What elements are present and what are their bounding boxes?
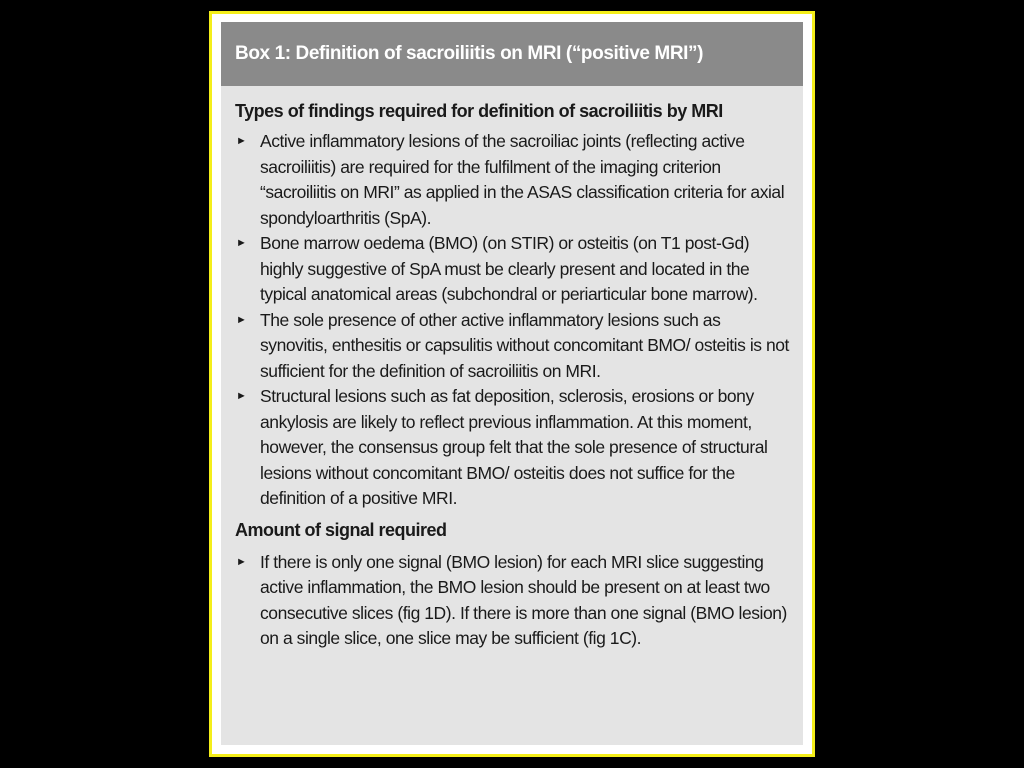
findings-list [235, 129, 791, 512]
box-body [221, 86, 803, 652]
bullet-arrow-icon: ► [236, 135, 247, 147]
bullet-arrow-icon: ► [236, 555, 247, 568]
list-item-text: Structural lesions such as fat deposition, sclerosis, erosions or bony ankylosis are likely to reflect previous inflammation. At this moment, however, the consensus group felt that the sole presence of structural lesions without concomitant BMO/ osteitis does not suffice for the definition of a positive MRI. [260, 386, 768, 508]
list-item [235, 129, 791, 231]
list-item-text: Active inflammatory lesions of the sacroiliac joints (reflecting active sacroiliitis) are required for the fulfilment of the imaging criterion “sacroiliitis on MRI” as applied in the ASAS classification criteria for axial spondyloarthritis (SpA). [260, 131, 785, 228]
section-heading-signal: Amount of signal required [235, 519, 447, 540]
signal-list [235, 550, 791, 652]
list-item-text: Bone marrow oedema (BMO) (on STIR) or osteitis (on T1 post-Gd) highly suggestive of SpA must be clearly present and located in the typical anatomical areas (subchondral or periarticular bone marrow). [260, 233, 758, 304]
bullet-arrow-icon: ► [236, 237, 247, 249]
list-item [235, 308, 791, 385]
slide-frame [209, 11, 815, 757]
list-item-text: If there is only one signal (BMO lesion) for each MRI slice suggesting active inflammation, the BMO lesion should be present on at least two consecutive slices (fig 1D). If there is more than one signal (BMO lesion) on a single slice, one slice may be sufficient (fig 1C). [260, 551, 787, 648]
list-item [235, 550, 791, 652]
bullet-arrow-icon: ► [236, 313, 247, 326]
box-title: Box 1: Definition of sacroiliitis on MRI (“positive MRI”) [221, 22, 803, 86]
bullet-arrow-icon: ► [236, 390, 247, 402]
definition-box [221, 22, 803, 745]
list-item [235, 231, 791, 308]
list-item [235, 384, 791, 512]
list-item-text: The sole presence of other active inflammatory lesions such as synovitis, enthesitis or capsulitis without concomitant BMO/ osteitis is not sufficient for the definition of sacroiliitis on MRI. [260, 309, 789, 381]
section-heading-findings: Types of findings required for definition of sacroiliitis by MRI [235, 101, 723, 121]
